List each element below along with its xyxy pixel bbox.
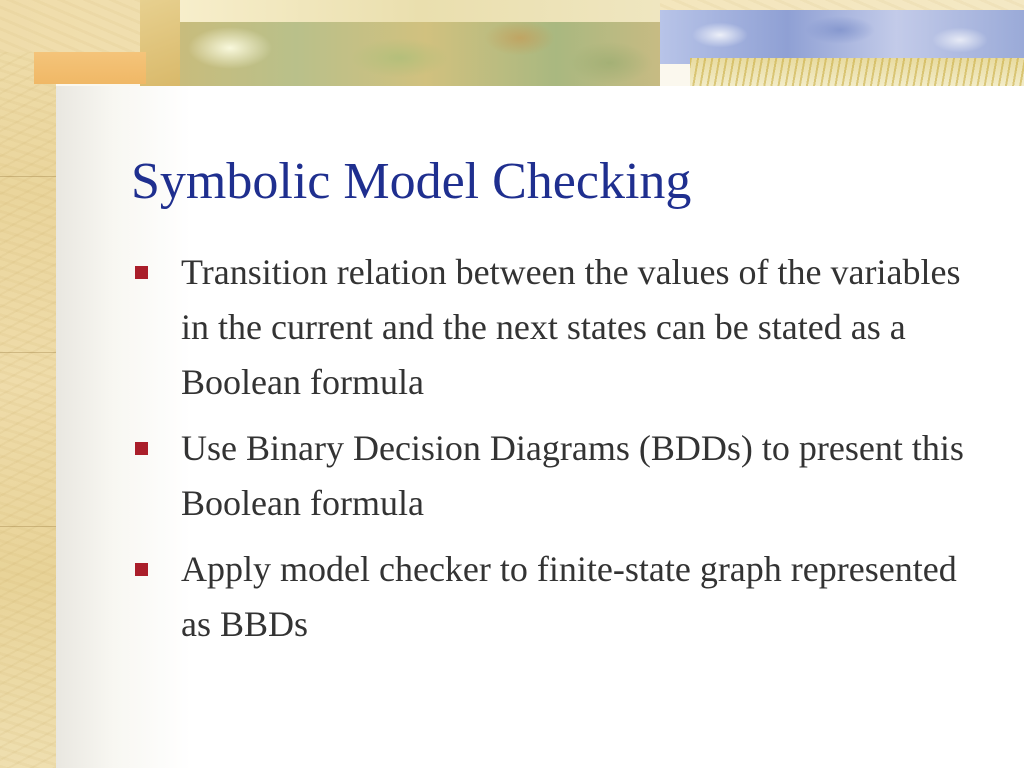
decorative-grass-strip — [690, 58, 1024, 86]
bullet-text: Apply model checker to finite-state graph represented as BBDs — [181, 549, 957, 644]
bullet-item — [133, 245, 993, 410]
decorative-orange-band — [34, 52, 146, 84]
decorative-gold-tile — [140, 0, 180, 86]
square-bullet-icon — [135, 563, 148, 576]
decorative-top-panel — [180, 0, 660, 22]
bullet-item — [133, 421, 993, 531]
bullet-text: Use Binary Decision Diagrams (BDDs) to present this Boolean formula — [181, 428, 964, 523]
bullet-text: Transition relation between the values of the variables in the current and the next states can be stated as a Boolean formula — [181, 252, 961, 402]
square-bullet-icon — [135, 442, 148, 455]
bullet-item — [133, 542, 993, 652]
square-bullet-icon — [135, 266, 148, 279]
decorative-leaf-image — [140, 18, 660, 86]
decorative-blue-image — [660, 10, 1024, 64]
slide-title: Symbolic Model Checking — [131, 153, 692, 210]
bullet-list — [133, 245, 993, 663]
decorative-left-strip — [0, 0, 56, 768]
